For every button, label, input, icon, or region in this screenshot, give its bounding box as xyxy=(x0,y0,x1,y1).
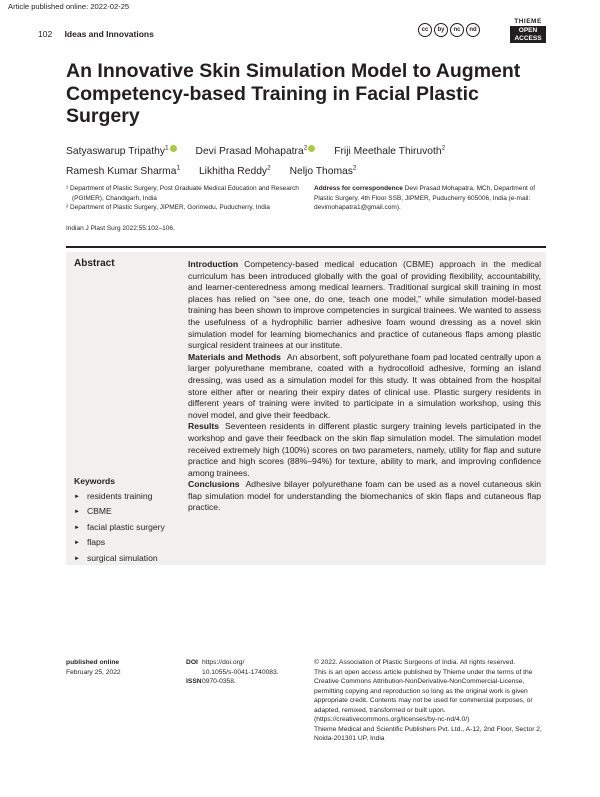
keywords xyxy=(74,474,184,567)
nd-icon: nd xyxy=(466,23,480,37)
abstract-heading: Abstract xyxy=(74,258,115,269)
doi-link[interactable]: https://doi.org/ xyxy=(202,659,245,666)
author: Likhitha Reddy$^2$ xyxy=(198,164,271,177)
keywords-heading: Keywords xyxy=(74,476,116,486)
license-text: This is an open access article published by Thieme under the terms of the Creative Commons Attribution-NonDerivative-NonCommercial-License, permitting copying and reproduction so long as the original work is given appropriate credit. Contents may not be used for commercial purposes, or adapted, remixed, transformed or built upon. (https://creativecommons.org/licenses/by-nc-nd/4.0/) xyxy=(314,668,533,723)
orcid-icon[interactable] xyxy=(170,145,177,152)
page-number: 102 xyxy=(38,29,53,39)
keyword-item: ► residents training xyxy=(74,489,184,505)
affiliations xyxy=(66,184,306,213)
running-header xyxy=(38,29,154,39)
affiliation: ¹ Department of Plastic Surgery, Post Graduate Medical Education and Research (PGIMER), Chandigarh, India xyxy=(66,185,299,202)
logo-line1: OPEN xyxy=(518,27,538,34)
cc-icon: cc xyxy=(418,23,432,37)
nc-icon: nc xyxy=(450,23,464,37)
publisher-logo xyxy=(510,18,546,43)
abstract-section: Introduction Competency-based medical education (CBME) approach in the medical curriculum has been introduced globally with the goal of providing flexibility, accountability, and learner-centeredness among medical learners. Traditional surgical skill training in most places has relied on “see one, do one, teach one model,” while simulation model-based training has been shown to improve competencies in surgical trainees. We wanted to assess the usefulness of a hydrophilic barrier adhesive foam wound dressing as a novel skin simulation model for learning biomechanics and practice of cutaneous flaps among plastic surgical resident trainees at our institute. xyxy=(188,259,541,351)
author: Ramesh Kumar Sharma$^1$ xyxy=(66,164,181,177)
orcid-icon[interactable] xyxy=(308,145,315,152)
keyword-item: ► facial plastic surgery xyxy=(74,520,184,536)
by-icon: by xyxy=(434,23,448,37)
abstract-body xyxy=(188,259,541,514)
issn-value: 0970-0358. xyxy=(202,678,236,685)
correspondence-text: Devi Prasad Mohapatra, MCh, Department of Plastic Surgery, 4th Floor SSB, JIPMER, Puducherry 605006, India (e-mail: devimohapatra1@gmail.com). xyxy=(314,185,536,211)
author: Neljo Thomas$^2$ xyxy=(289,164,357,177)
published-date: February 25, 2022 xyxy=(66,668,121,676)
abstract-section: Results Seventeen residents in different plastic surgery training levels participated in the workshop and gave their feedback on the skin flap simulation model. The simulation model received extremely high (100%) scores on two parameters, namely, utility for flap and suture practice and high scores (88%–94%) for texture, ability to mark, and improving confidence among trainees. xyxy=(188,421,541,478)
divider xyxy=(66,246,546,248)
correspondence-label: Address for correspondence xyxy=(314,185,403,192)
citation: Indian J Plast Surg 2022;55:102–106. xyxy=(66,225,175,232)
published-notice: Article published online: 2022-02-25 xyxy=(8,2,130,11)
license-icons xyxy=(418,23,480,37)
author-list xyxy=(66,141,546,180)
publisher-address: Thieme Medical and Scientific Publishers Pvt. Ltd., A-12, 2nd Floor, Sector 2, Noida-201301 UP, India xyxy=(314,725,542,742)
affiliation: ² Department of Plastic Surgery, JIPMER, Gorimedu, Puducherry, India xyxy=(66,204,270,211)
section-name: Ideas and Innovations xyxy=(64,29,154,39)
issn-label: ISSN xyxy=(186,678,202,685)
article-title: An Innovative Skin Simulation Model to Augment Competency-based Training in Facial Plastic Surgery xyxy=(66,60,521,127)
logo-line2: ACCESS xyxy=(514,34,542,42)
keyword-item: ► surgical simulation xyxy=(74,551,184,567)
logo-open-access xyxy=(510,26,546,43)
keyword-item: ► CBME xyxy=(74,504,184,520)
doi-label: DOI xyxy=(186,659,198,666)
author: Satyaswarup Tripathy$^1$ xyxy=(66,146,177,157)
logo-brand: THIEME xyxy=(514,18,542,25)
abstract-section: Materials and Methods An absorbent, soft polyurethane foam pad located centrally upon a larger polyurethane membrane, coated with a hydrocolloid adhesive, forming an island dressing, was used as a simulation model for this study. It was obtained from the hospital store either after or nearing their expiry dates of clinical use. Plastic surgery residents in different years of training were invited to participate in a simulation workshop, using this novel model, and give their feedback. xyxy=(188,351,541,420)
doi-info xyxy=(186,658,296,687)
publication-info xyxy=(66,658,166,677)
author: Friji Meethale Thiruvoth$^2$ xyxy=(334,145,446,158)
copyright: © 2022. Association of Plastic Surgeons of India. All rights reserved. xyxy=(314,659,516,666)
correspondence xyxy=(314,184,544,213)
abstract-section: Conclusions Adhesive bilayer polyurethane foam can be used as a novel cutaneous skin flap simulation model for understanding the biomechanics of skin flaps and cutaneous flap practice. xyxy=(188,479,541,513)
keyword-item: ► flaps xyxy=(74,535,184,551)
author: Devi Prasad Mohapatra$^2$ xyxy=(196,146,316,157)
doi-value[interactable]: 10.1055/s-0041-1740083. xyxy=(202,668,279,676)
published-label: published online xyxy=(66,659,120,666)
copyright-info xyxy=(314,658,546,744)
